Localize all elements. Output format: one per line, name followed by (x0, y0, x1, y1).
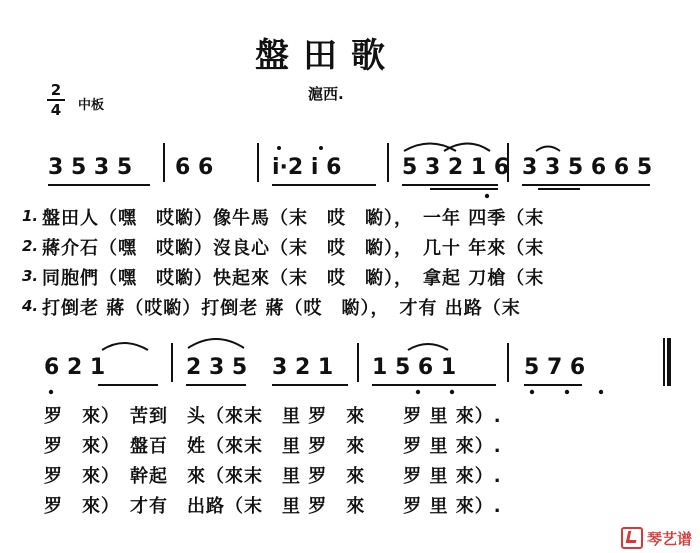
s1-lyric-row-2: 蔣介石（嘿 哎喲）沒良心（末 哎 喲）， 几十 年來（末 (42, 238, 545, 259)
s1-measure-3: i·2 i 6 (272, 155, 342, 180)
s2-low-dot-4 (530, 390, 534, 394)
s1-verse-num-3: 3. (22, 267, 39, 285)
s1-measure-4: 5 3 2 1 6 (402, 155, 510, 180)
s2-lyric-row-3: 罗 來） 幹起 來（來末 里 罗 來 罗 里 來）. (44, 466, 502, 487)
s1-measure-5: 3 3 5 6 6 5 (522, 155, 653, 180)
time-signature-top: 2 (50, 81, 62, 99)
s2-slur-1 (102, 343, 148, 350)
time-signature-bottom: 4 (50, 101, 62, 119)
s1-lyric-row-3: 同胞們（嘿 哎喲）快起來（末 哎 喲）， 拿起 刀槍（末 (42, 268, 545, 289)
s2-low-dot-5 (565, 390, 569, 394)
s2-low-dot-3 (450, 390, 454, 394)
s2-low-dot-6 (599, 390, 603, 394)
s2-low-dot-2 (416, 390, 420, 394)
s2-measure-4: 1 5 6 1 (372, 355, 457, 380)
s2-lyric-row-1: 罗 來） 苦到 头（來末 里 罗 來 罗 里 來）. (44, 406, 502, 427)
s1-measure-2: 6 6 (175, 155, 214, 180)
s2-measure-5: 5 7 6 (524, 355, 586, 380)
s2-lyric-row-4: 罗 來） 才有 出路（末 里 罗 來 罗 里 來）. (44, 496, 502, 517)
s2-slur-3 (408, 344, 448, 350)
s1-verse-num-4: 4. (22, 297, 39, 315)
s2-low-dot-1 (49, 390, 53, 394)
s2-lyric-row-2: 罗 來） 盤百 姓（來末 里 罗 來 罗 里 來）. (44, 436, 502, 457)
tempo-marking: 中板 (78, 98, 105, 113)
qinyipu-logo-icon (621, 527, 643, 549)
s2-slur-2 (188, 339, 244, 348)
watermark-text: 琴艺谱 (646, 529, 692, 548)
song-region: 滬西. (308, 85, 344, 103)
s1-verse-num-2: 2. (22, 237, 39, 255)
s1-measure-1: 3 5 3 5 (48, 155, 133, 180)
s1-lyric-row-4: 打倒老 蔣（哎喲）打倒老 蔣（哎 喲）， 才有 出路（末 (42, 298, 521, 319)
s2-measure-3: 3 2 1 (272, 355, 334, 380)
s2-measure-1: 6 2 1 (44, 355, 106, 380)
s1-lyric-row-1: 盤田人（嘿 哎喲）像牛馬（末 哎 喲）， 一年 四季（末 (42, 208, 545, 229)
s1-verse-num-1: 1. (22, 207, 39, 225)
s2-measure-2: 2 3 5 (186, 355, 248, 380)
watermark (621, 527, 692, 549)
song-title: 盤田歌 (255, 36, 399, 76)
